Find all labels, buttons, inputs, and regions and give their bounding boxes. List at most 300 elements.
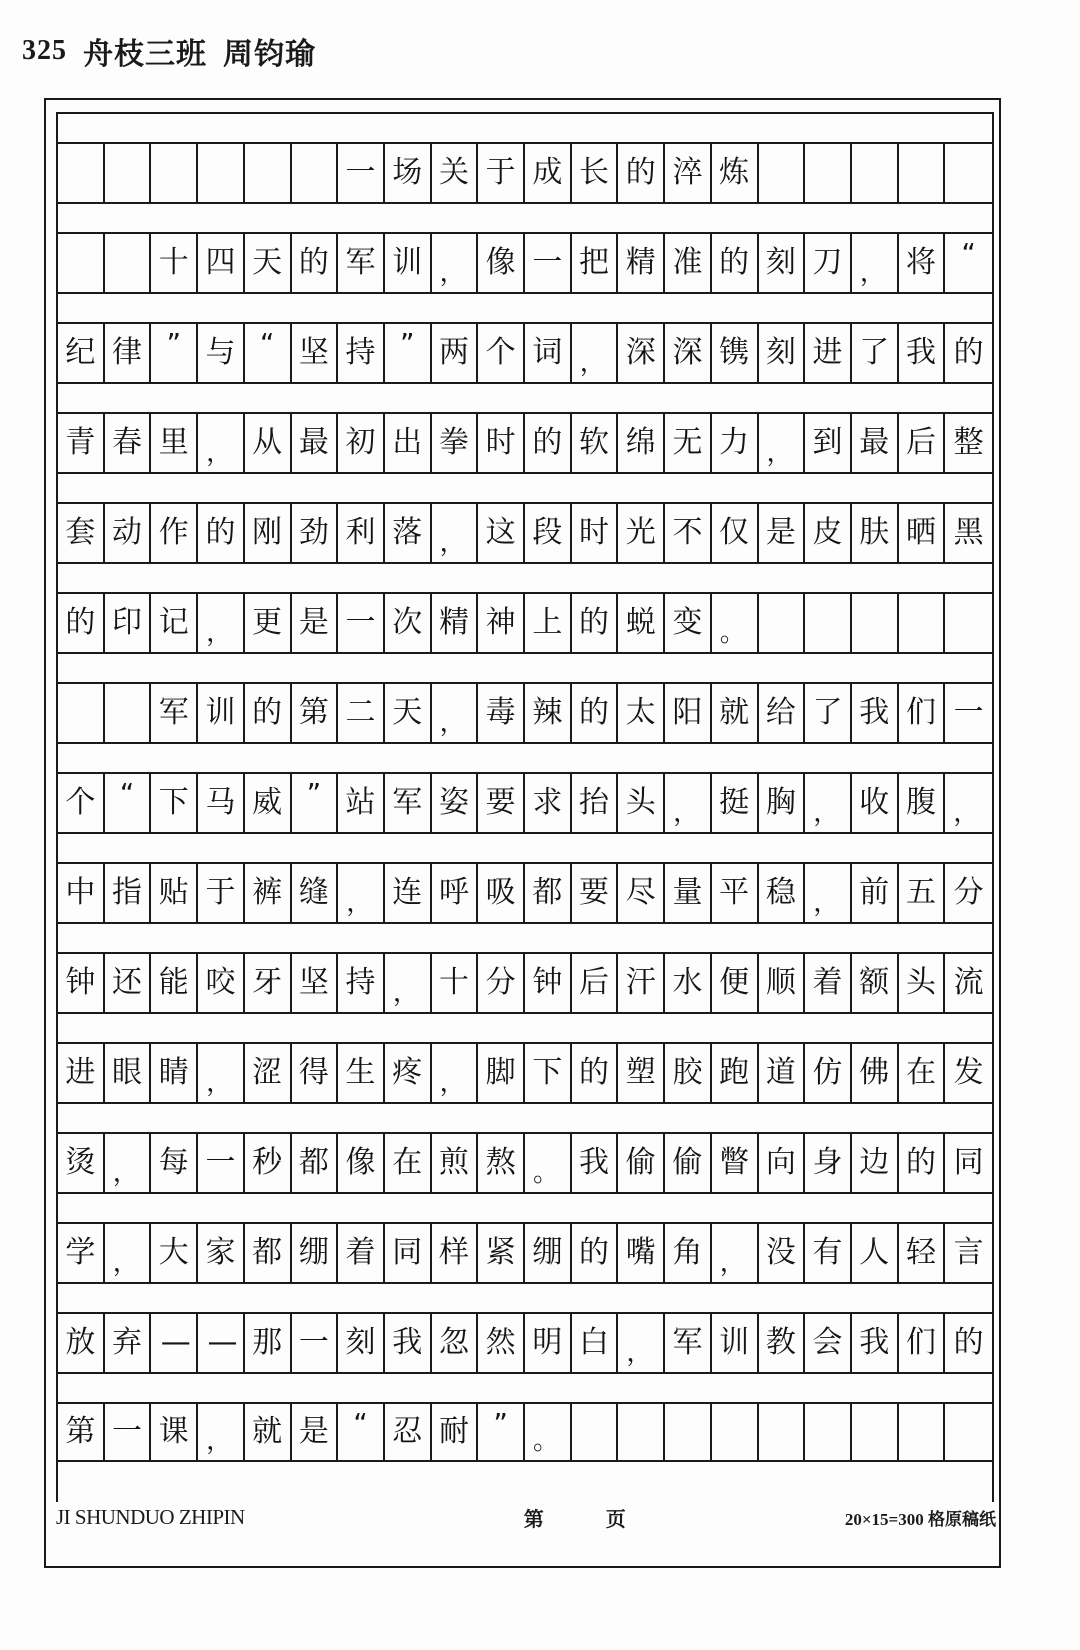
grid-cell: 关 [432,144,479,202]
grid-cell: 。 [525,1404,572,1460]
grid-cell: 涩 [245,1044,292,1102]
grid-cell: ” [385,324,432,382]
grid-cell: “ [105,774,152,832]
grid-cell: ， [618,1314,665,1372]
grid-cell [58,684,105,742]
grid-cell: 跑 [712,1044,759,1102]
grid-cell: 刻 [338,1314,385,1372]
grid-cell: 后 [899,414,946,472]
grid-cell: 都 [245,1224,292,1282]
grid-cell: 就 [712,684,759,742]
bottom-margin-band [58,1462,992,1502]
grid-cell: 塑 [618,1044,665,1102]
text-row [58,232,992,292]
grid-cell: 于 [478,144,525,202]
grid-cell: 成 [525,144,572,202]
grid-cell [759,594,806,652]
text-row [58,1132,992,1192]
grid-cell: 绵 [618,414,665,472]
row-spacer [58,472,992,502]
grid-cell: 镌 [712,324,759,382]
grid-cell: 我 [385,1314,432,1372]
grid-cell: 水 [665,954,712,1012]
grid-cell: 蜕 [618,594,665,652]
grid-cell: 家 [198,1224,245,1282]
grid-cell: 中 [58,864,105,922]
text-row [58,772,992,832]
row-spacer [58,1012,992,1042]
grid-cell: 我 [572,1134,619,1192]
grid-cell: 贴 [151,864,198,922]
grid-cell: 的 [953,1325,984,1360]
text-row [58,682,992,742]
grid-cell: 偷 [618,1134,665,1192]
grid-cell [945,594,992,652]
grid-cell: ， [105,1224,152,1282]
grid-cell: 大 [151,1224,198,1282]
grid-cell: 场 [385,144,432,202]
row-spacer [58,922,992,952]
grid-cell: 变 [665,594,712,652]
row-spacer [58,112,992,142]
grid-cell [852,594,899,652]
grid-cell: 坚 [292,324,339,382]
grid-cell: 还 [105,954,152,1012]
grid-cell: 。 [712,594,759,652]
grid-cell: 最 [292,414,339,472]
grid-cell: 一 [338,144,385,202]
grid-cell: 挺 [712,774,759,832]
grid-cell: ， [805,864,852,922]
grid-cell: ， [432,234,479,292]
grid-cell: 是 [292,594,339,652]
grid-cell: 套 [58,504,105,562]
grid-cell: 天 [385,684,432,742]
grid-cell: ， [953,798,980,828]
grid-cell: 流 [953,965,984,1000]
manuscript-grid [56,112,994,1502]
grid-cell: 耐 [432,1404,479,1460]
text-row [58,502,992,562]
grid-cell: 军 [385,774,432,832]
grid-cell: 的 [953,335,984,370]
grid-cell: 给 [759,684,806,742]
grid-cell: 软 [572,414,619,472]
grid-cell: “ [245,324,292,382]
text-row [58,592,992,652]
grid-cell [759,144,806,202]
grid-cell: 我 [852,684,899,742]
page-label-ye: 页 [605,1508,626,1531]
grid-cell: 于 [198,864,245,922]
grid-cell: 轻 [899,1224,946,1282]
grid-cell: 偷 [665,1134,712,1192]
row-spacer [58,1192,992,1222]
grid-cell: 我 [852,1314,899,1372]
grid-cell: 学 [58,1224,105,1282]
footer-brand: JI SHUNDUO ZHIPIN [56,1504,245,1529]
grid-cell [618,1404,665,1460]
grid-cell: 站 [338,774,385,832]
grid-cell: ， [105,1134,152,1192]
grid-cell: 律 [105,324,152,382]
grid-cell: 纪 [58,324,105,382]
grid-cell: ， [198,1044,245,1102]
grid-cell: 白 [572,1314,619,1372]
grid-cell: ” [478,1404,525,1460]
grid-cell: 利 [338,504,385,562]
row-spacer [58,562,992,592]
grid-cell: 连 [385,864,432,922]
grid-cell: 仅 [712,504,759,562]
text-row [58,862,992,922]
grid-cell: 段 [525,504,572,562]
grid-cell: ， [852,234,899,292]
grid-cell: 精 [432,594,479,652]
page-header [22,26,316,76]
grid-cell: 准 [665,234,712,292]
grid-cell: ， [198,1404,245,1460]
grid-cell: 晒 [899,504,946,562]
text-row [58,1402,992,1462]
grid-cell: 与 [198,324,245,382]
grid-cell: 会 [805,1314,852,1372]
grid-cell: 劲 [292,504,339,562]
grid-cell: 最 [852,414,899,472]
grid-cell: ” [292,774,339,832]
grid-cell: 进 [58,1044,105,1102]
grid-cell: 稳 [759,864,806,922]
grid-cell: 牙 [245,954,292,1012]
grid-cell: 军 [665,1314,712,1372]
grid-cell: 放 [58,1314,105,1372]
grid-cell [712,1404,759,1460]
grid-cell: 神 [478,594,525,652]
grid-cell: 刻 [759,324,806,382]
grid-cell: 就 [245,1404,292,1460]
grid-cell: 不 [665,504,712,562]
grid-cell: 腹 [899,774,946,832]
grid-cell: 马 [198,774,245,832]
grid-cell: 角 [665,1224,712,1282]
grid-cell: 训 [385,234,432,292]
grid-cell: 是 [759,504,806,562]
grid-cell: 持 [338,324,385,382]
grid-cell: 持 [338,954,385,1012]
grid-cell: ， [432,1044,479,1102]
grid-cell: 太 [618,684,665,742]
grid-cell: 初 [338,414,385,472]
grid-cell: 额 [852,954,899,1012]
text-row [58,1222,992,1282]
grid-cell: 我 [899,324,946,382]
grid-cell: 呼 [432,864,479,922]
grid-cell: 军 [151,684,198,742]
row-spacer [58,652,992,682]
grid-cell: 刚 [245,504,292,562]
title-row [58,142,992,202]
grid-cell: 然 [478,1314,525,1372]
grid-cell: 的 [899,1134,946,1192]
grid-cell: 像 [338,1134,385,1192]
grid-cell: 的 [712,234,759,292]
grid-cell: 生 [338,1044,385,1102]
grid-cell [899,1404,946,1460]
grid-cell [852,144,899,202]
grid-cell: 次 [385,594,432,652]
grid-cell: 紧 [478,1224,525,1282]
grid-cell: 的 [245,684,292,742]
grid-cell: 是 [292,1404,339,1460]
grid-cell: 训 [198,684,245,742]
grid-cell: 佛 [852,1044,899,1102]
grid-cell [899,144,946,202]
grid-cell: 了 [805,684,852,742]
grid-cell: 教 [759,1314,806,1372]
grid-cell: 无 [665,414,712,472]
grid-cell [105,144,152,202]
grid-cell: 青 [58,414,105,472]
grid-cell: 精 [618,234,665,292]
grid-cell: 了 [852,324,899,382]
text-row [58,1042,992,1102]
paper-spec: 20×15=300 格原稿纸 [844,1509,996,1529]
grid-cell: 里 [151,414,198,472]
class-name: 舟枝三班 [83,37,207,72]
grid-cell: “ [338,1404,385,1460]
grid-cell [805,144,852,202]
grid-cell: 在 [899,1044,946,1102]
row-spacer [58,1282,992,1312]
grid-cell: 一 [105,1404,152,1460]
grid-cell: 下 [525,1044,572,1102]
grid-cell: 记 [151,594,198,652]
grid-cell: 刀 [805,234,852,292]
grid-cell: 前 [852,864,899,922]
grid-cell: 两 [432,324,479,382]
grid-cell [58,144,105,202]
grid-cell: 分 [478,954,525,1012]
grid-cell: 一 [292,1314,339,1372]
grid-cell: 一 [525,234,572,292]
grid-cell: 收 [852,774,899,832]
grid-cell: 绷 [525,1224,572,1282]
row-spacer [58,1102,992,1132]
grid-cell: ， [385,954,432,1012]
grid-cell: 训 [712,1314,759,1372]
grid-cell: 的 [572,1224,619,1282]
grid-cell: 道 [759,1044,806,1102]
grid-cell [945,144,992,202]
grid-cell [58,234,105,292]
grid-cell: ， [432,504,479,562]
grid-cell: 仿 [805,1044,852,1102]
grid-cell [151,144,198,202]
grid-cell: 像 [478,234,525,292]
grid-cell: “ [961,237,976,270]
grid-cell: 一 [338,594,385,652]
row-spacer [58,292,992,322]
grid-cell [945,1404,992,1460]
row-spacer [58,202,992,232]
grid-cell: ， [198,594,245,652]
grid-cell: 肤 [852,504,899,562]
row-spacer [58,382,992,412]
grid-cell: 词 [525,324,572,382]
grid-cell [852,1404,899,1460]
student-name: 周钧瑜 [223,37,316,72]
grid-cell: 有 [805,1224,852,1282]
page-number-label [524,1503,626,1532]
grid-cell: 顺 [759,954,806,1012]
grid-cell: ， [432,684,479,742]
grid-cell: ， [572,324,619,382]
grid-cell: — [151,1314,198,1372]
grid-cell: 抬 [572,774,619,832]
grid-cell: 钟 [525,954,572,1012]
grid-cell: 十 [151,234,198,292]
row-spacer [58,742,992,772]
grid-cell: 课 [151,1404,198,1460]
row-spacer [58,832,992,862]
grid-cell: 明 [525,1314,572,1372]
grid-cell: 刻 [759,234,806,292]
text-row [58,1312,992,1372]
grid-cell: 身 [805,1134,852,1192]
grid-cell: 的 [58,594,105,652]
grid-cell: 忽 [432,1314,479,1372]
grid-cell: 每 [151,1134,198,1192]
grid-cell [805,1404,852,1460]
grid-cell: 一 [198,1134,245,1192]
grid-cell: 吸 [478,864,525,922]
paper-footer [56,1502,996,1532]
grid-cell: 将 [899,234,946,292]
grid-cell: 胶 [665,1044,712,1102]
grid-cell: 疼 [385,1044,432,1102]
page-label-di: 第 [523,1508,544,1531]
grid-cell [572,1404,619,1460]
grid-cell: 辣 [525,684,572,742]
grid-cell: 的 [525,414,572,472]
grid-cell: 更 [245,594,292,652]
grid-cell: 都 [292,1134,339,1192]
text-row [58,952,992,1012]
grid-cell: 的 [618,144,665,202]
grid-cell: 们 [899,1314,946,1372]
grid-cell: 弃 [105,1314,152,1372]
grid-cell: 动 [105,504,152,562]
grid-cell: 时 [478,414,525,472]
grid-cell: ， [665,774,712,832]
grid-cell: 着 [338,1224,385,1282]
grid-cell: 的 [572,594,619,652]
grid-cell: 的 [292,234,339,292]
grid-cell: 求 [525,774,572,832]
grid-cell: ” [151,324,198,382]
grid-cell: 指 [105,864,152,922]
grid-cell: 的 [572,684,619,742]
grid-cell: 深 [665,324,712,382]
grid-cell: 烫 [58,1134,105,1192]
grid-cell: 边 [852,1134,899,1192]
grid-cell: 二 [338,684,385,742]
row-spacer [58,1372,992,1402]
grid-cell: 胸 [759,774,806,832]
grid-cell: 头 [899,954,946,1012]
grid-cell: 眼 [105,1044,152,1102]
grid-cell: 上 [525,594,572,652]
grid-cell: 毒 [478,684,525,742]
grid-cell: 印 [105,594,152,652]
grid-cell: 从 [245,414,292,472]
grid-cell: 熬 [478,1134,525,1192]
grid-cell: 第 [292,684,339,742]
grid-cell: 黑 [953,515,984,550]
grid-cell: 长 [572,144,619,202]
grid-cell: 向 [759,1134,806,1192]
grid-cell: 睛 [151,1044,198,1102]
grid-cell: 姿 [432,774,479,832]
grid-cell [292,144,339,202]
grid-cell: 后 [572,954,619,1012]
grid-cell: 的 [572,1044,619,1102]
grid-cell: 落 [385,504,432,562]
grid-cell: 坚 [292,954,339,1012]
grid-cell: 那 [245,1314,292,1372]
grid-cell: 同 [385,1224,432,1282]
grid-cell: 得 [292,1044,339,1102]
grid-cell: 出 [385,414,432,472]
grid-cell: 样 [432,1224,479,1282]
grid-cell: 分 [953,875,984,910]
grid-cell: 拳 [432,414,479,472]
grid-cell: 没 [759,1224,806,1282]
grid-cell: 炼 [712,144,759,202]
grid-cell: 一 [953,695,984,730]
grid-cell: 嘴 [618,1224,665,1282]
grid-cell: 忍 [385,1404,432,1460]
grid-cell: 下 [151,774,198,832]
grid-cell: 力 [712,414,759,472]
grid-cell: 十 [432,954,479,1012]
grid-cell [198,144,245,202]
grid-cell: 天 [245,234,292,292]
grid-cell: 个 [478,324,525,382]
grid-cell [665,1404,712,1460]
grid-cell: ， [198,414,245,472]
grid-cell: 时 [572,504,619,562]
grid-cell: 个 [58,774,105,832]
grid-cell: 淬 [665,144,712,202]
grid-cell: 瞥 [712,1134,759,1192]
grid-cell: 进 [805,324,852,382]
grid-cell: ， [712,1224,759,1282]
grid-cell: ， [759,414,806,472]
grid-cell: 量 [665,864,712,922]
grid-cell: 作 [151,504,198,562]
grid-cell: 要 [572,864,619,922]
grid-cell: 头 [618,774,665,832]
grid-cell: 四 [198,234,245,292]
grid-cell: 。 [525,1134,572,1192]
grid-cell: 们 [899,684,946,742]
grid-cell: 钟 [58,954,105,1012]
text-row [58,412,992,472]
grid-cell: 能 [151,954,198,1012]
grid-cell [805,594,852,652]
grid-cell: 五 [899,864,946,922]
